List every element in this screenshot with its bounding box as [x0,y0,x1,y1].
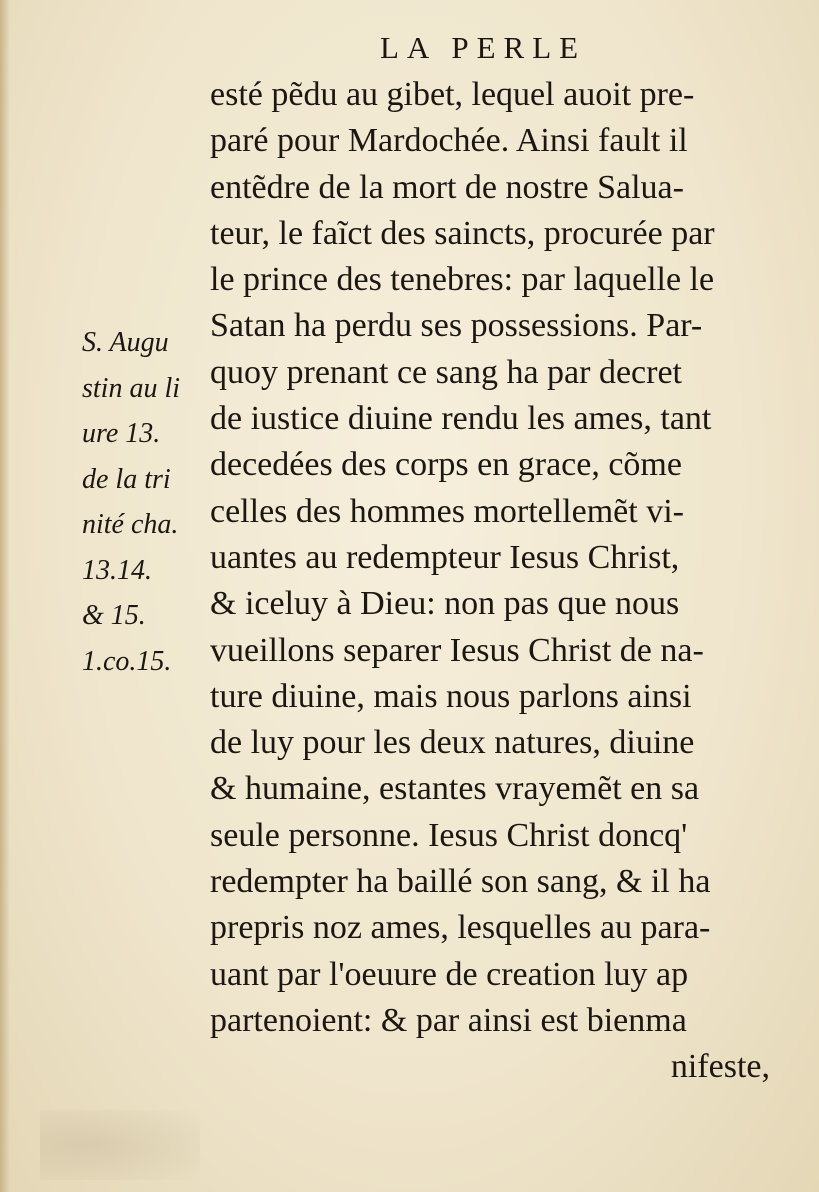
text-line: teur, le faĩct des saincts, procurée par [210,214,715,252]
text-line: paré pour Mardochée. Ainsi fault il [210,122,688,160]
text-line: quoy prenant ce sang ha par decret [210,353,682,391]
margin-note-line: 1.co.15. [82,645,172,677]
catchword: nifeste, [670,1048,770,1086]
margin-note-line: de la tri [82,463,171,495]
text-line: partenoient: & par ainsi est bienma [210,1001,687,1039]
margin-note [82,320,222,684]
margin-note-line: nité cha. [82,509,179,540]
margin-note-line: & 15. [82,600,146,631]
text-line: celles des hommes mortellemẽt vi- [210,492,684,530]
text-line: redempter ha baillé son sang, & il ha [210,863,711,901]
text-line: decedées des corps en grace, cõme [210,446,682,484]
text-line: Satan ha perdu ses possessions. Par- [210,307,703,345]
text-line: ture diuine, mais nous parlons ainsi [210,677,692,715]
text-line: uantes au redempteur Iesus Christ, [210,538,680,576]
text-line: seule personne. Iesus Christ doncq' [210,816,688,854]
text-line: prepris noz ames, lesquelles au para- [210,909,711,947]
text-line: entẽdre de la mort de nostre Salua- [210,168,684,206]
text-line: & iceluy à Dieu: non pas que nous [210,585,680,623]
text-line: esté pẽdu au gibet, lequel auoit pre- [210,76,695,113]
text-line: vueillons separer Iesus Christ de na- [210,631,704,669]
text-line: de luy pour les deux natures, diuine [210,724,695,762]
page-edge-shadow [0,0,10,1192]
margin-note-line: stin au li [82,372,181,404]
paper-stain [40,1110,200,1180]
text-line: de iustice diuine rendu les ames, tant [210,400,712,438]
margin-note-line: 13.14. [82,554,152,586]
running-head: LA PERLE [380,30,587,65]
margin-note-line: ure 13. [82,418,161,449]
margin-note-line: S. Augu [82,327,169,358]
main-text-block [210,72,780,1091]
text-line: le prince des tenebres: par laquelle le [210,261,715,299]
text-line: uant par l'oeuure de creation luy ap [210,955,689,993]
text-line: & humaine, estantes vrayemẽt en sa [210,770,700,808]
